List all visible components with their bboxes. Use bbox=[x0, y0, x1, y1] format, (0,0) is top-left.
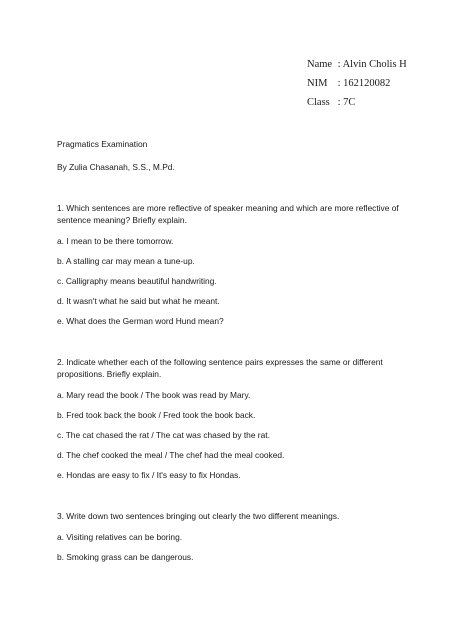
question-item: a. Mary read the book / The book was read by Mary. bbox=[57, 390, 251, 400]
question-item: c. Calligraphy means beautiful handwriting. bbox=[57, 276, 217, 286]
nim-label: NIM bbox=[307, 78, 328, 89]
question-text: 2. Indicate whether each of the following sentence pairs expresses the same or different propositions. Briefly explain. bbox=[57, 357, 383, 379]
nim-row bbox=[307, 74, 407, 93]
exam-title: Pragmatics Examination bbox=[57, 139, 148, 149]
class-label: Class bbox=[307, 97, 330, 108]
question-item: a. I mean to be there tomorrow. bbox=[57, 236, 174, 246]
question-2 bbox=[57, 356, 427, 481]
name-row bbox=[307, 55, 407, 74]
question-item: a. Visiting relatives can be boring. bbox=[57, 532, 183, 542]
class-value: : 7C bbox=[337, 97, 356, 108]
question-1 bbox=[57, 202, 427, 327]
question-item: b. Fred took back the book / Fred took the book back. bbox=[57, 410, 256, 420]
question-item: b. A stalling car may mean a tune-up. bbox=[57, 256, 195, 266]
document-body bbox=[57, 138, 427, 571]
name-value: : Alvin Cholis H bbox=[337, 59, 407, 70]
question-item: e. What does the German word Hund mean? bbox=[57, 316, 224, 326]
nim-value: : 162120082 bbox=[337, 78, 391, 89]
question-item: d. It wasn't what he said but what he meant. bbox=[57, 296, 220, 306]
question-text: 1. Which sentences are more reflective of speaker meaning and which are more reflective of sentence meaning? Briefly explain. bbox=[57, 203, 399, 225]
question-item: d. The chef cooked the meal / The chef had the meal cooked. bbox=[57, 450, 285, 460]
student-identity-block bbox=[307, 55, 407, 112]
question-item: c. The cat chased the rat / The cat was chased by the rat. bbox=[57, 430, 270, 440]
exam-author: By Zulia Chasanah, S.S., M.Pd. bbox=[57, 162, 175, 172]
question-3 bbox=[57, 510, 427, 563]
question-text: 3. Write down two sentences bringing out clearly the two different meanings. bbox=[57, 511, 340, 521]
class-row bbox=[307, 93, 407, 112]
question-item: b. Smoking grass can be dangerous. bbox=[57, 552, 194, 562]
name-label: Name bbox=[307, 59, 333, 70]
question-item: e. Hondas are easy to fix / It's easy to fix Hondas. bbox=[57, 470, 241, 480]
